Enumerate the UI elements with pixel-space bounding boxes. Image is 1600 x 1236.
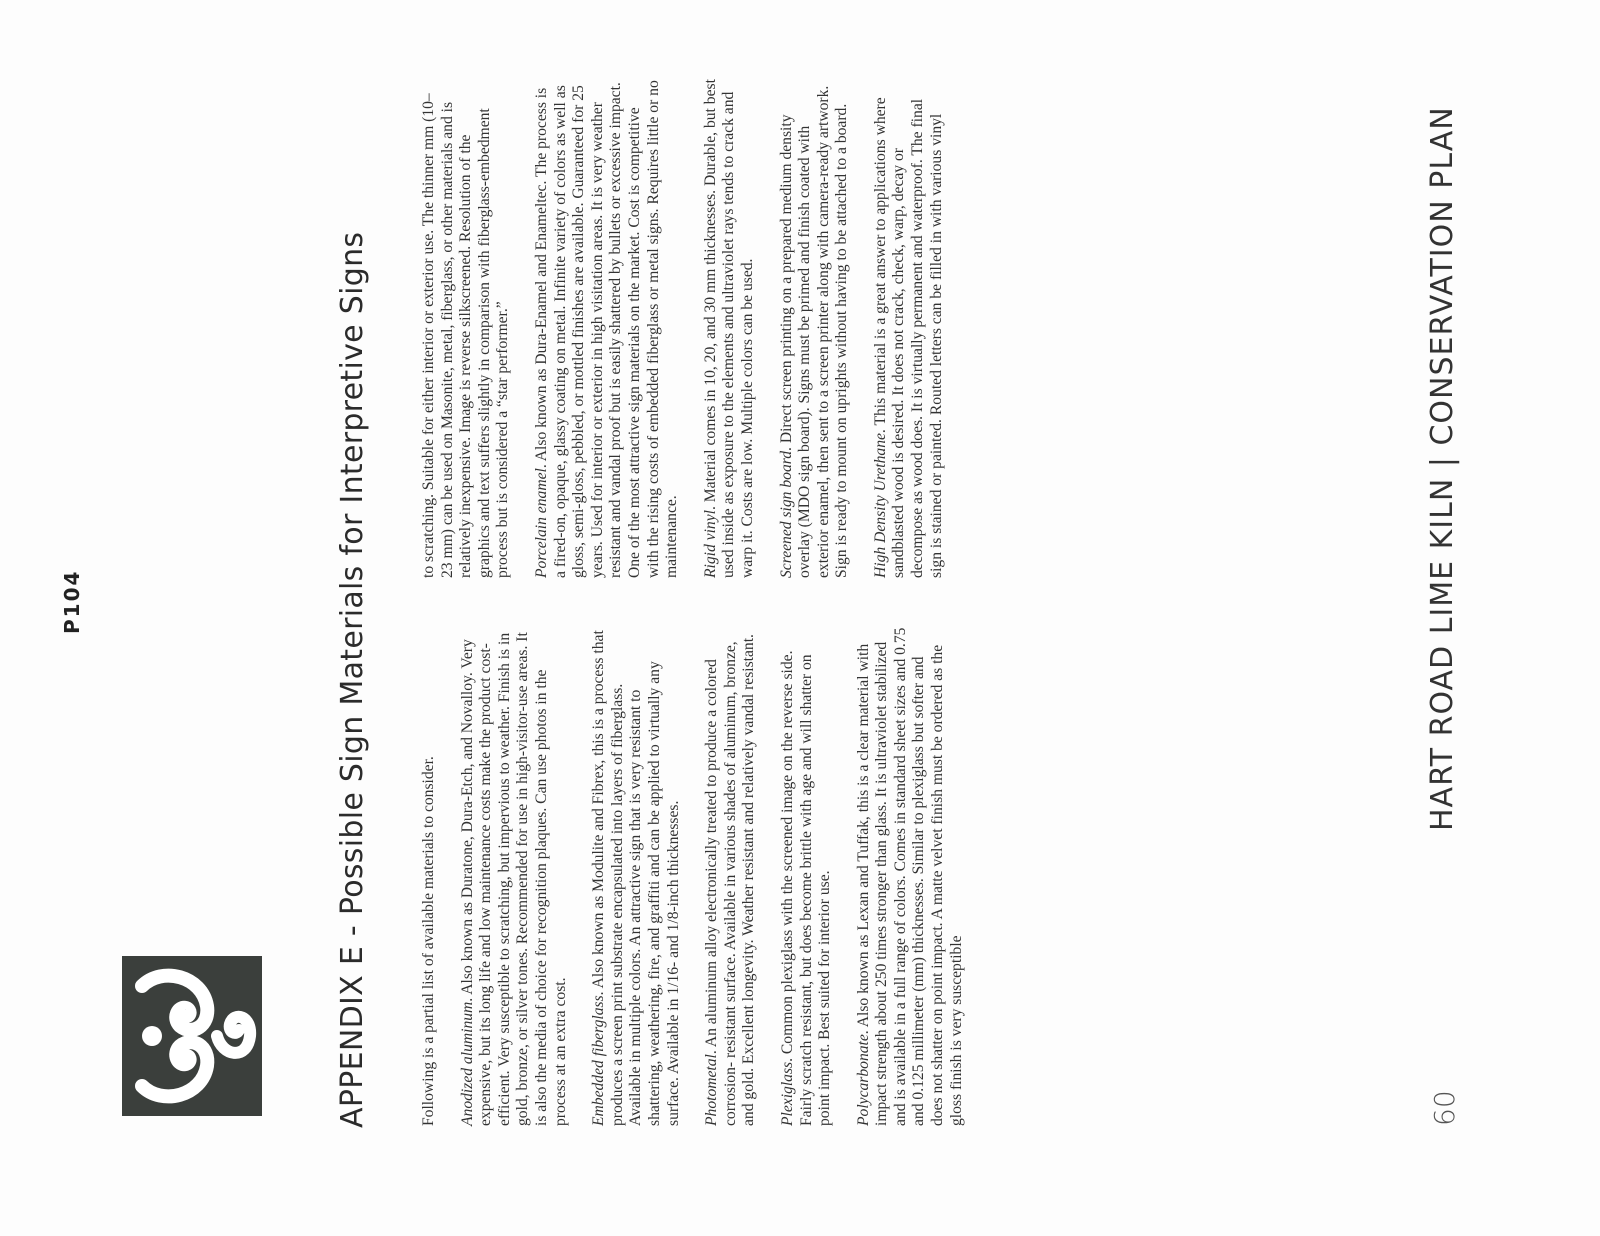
- material-name: Porcelain enamel: [532, 468, 550, 578]
- material-description: . This material is a great answer to applications where sandblasted wood is desired. It does not crack, check, warp, decay or decompose as wood does. It is virtually permanent and waterproof. The final sign is stained or painted. Routed letters can be filled in with various vinyl: [871, 97, 945, 578]
- material-name: Plexiglass: [778, 1061, 796, 1126]
- material-paragraph: [459, 626, 571, 1126]
- material-description: . Also known as Modulite and Fibrex, this is a process that produces a screen print substrate encapsulated into layers of fiberglass. Available in multiple colors. An attractive sign that is very resistant to shattering, weathering, fire, and graffiti and can be applied to virtually any surface. Available in 1/16- and 1/8-inch thicknesses.: [590, 630, 682, 1126]
- material-paragraph: [533, 78, 682, 578]
- material-description: . Common plexiglass with the screened image on the reverse side. Fairly scratch resistant, but does become brittle with age and will shatter on point impact. Best suited for interior use.: [778, 650, 834, 1126]
- right-column: [420, 78, 966, 578]
- footer-document-title: HART ROAD LIME KILN | CONSERVATION PLAN: [1425, 106, 1460, 831]
- material-name: Photometal: [703, 1054, 721, 1126]
- page-code: P104: [60, 569, 84, 634]
- page-title: APPENDIX E - Possible Sign Materials for Interpretive Signs: [335, 231, 370, 1128]
- material-name: Rigid vinyl: [701, 510, 719, 578]
- material-name: Anodized aluminum: [458, 1001, 476, 1126]
- material-paragraph: [590, 626, 683, 1126]
- material-description: . An aluminum alloy electronically treated to produce a colored corrosion- resistant surface. Available in various shades of aluminum, bronze, and gold. Excellent longevity. Weather resistant and relatively vandal resistant.: [703, 634, 758, 1126]
- material-description: . Also known as Dura-Enamel and Enameltec. The process is a fired-on, opaque, glassy coating on metal. Infinite variety of colors as well as gloss, semi-gloss, pebbled, or mottled finishes are available. Guaranteed for 25 years. Used for interior or exterior in high visitation areas. It is very weather resistant and vandal proof but is easily shattered by bullets or excessive impact. One of the most attractive sign materials on the market. Cost is competitive with the rising costs of embedded fiberglass or metal signs. Requires little or no maintenance.: [532, 80, 681, 578]
- material-name: High Density Urethane: [871, 433, 889, 578]
- material-paragraph: [872, 78, 946, 578]
- material-paragraph: [855, 626, 967, 1126]
- material-name: Embedded fiberglass: [590, 995, 608, 1126]
- material-name: Screened sign board: [777, 450, 795, 578]
- intro-paragraph: Following is a partial list of available materials to consider.: [420, 756, 437, 1126]
- material-paragraph: [778, 78, 852, 578]
- material-name: Polycarbonate: [854, 1034, 872, 1126]
- scroll-logo-icon: [122, 956, 262, 1116]
- material-description: . Also known as Lexan and Tuffak, this is a clear material with impact strength about 250 times stronger than glass. It is ultraviolet stabilized and is available in a full range of colors. Comes in standard sheet sizes and 0.75 and 0.125 millimeter (mm) thicknesses. Similar to plexiglass but softer and does not shatter on point impact. A matte velvet finish must be ordered as the gloss finish is very susceptible: [854, 627, 965, 1126]
- material-description: . Material comes in 10, 20, and 30 mm thicknesses. Durable, but best used inside as exposure to the elements and ultraviolet rays tends to crack and warp it. Costs are low. Multiple colors can be used.: [701, 79, 756, 578]
- left-column: [420, 626, 986, 1126]
- material-paragraph: [702, 78, 758, 578]
- material-description: . Direct screen printing on a prepared medium density overlay (MDO sign board). Signs must be primed and finish coated with exterior enamel, then sent to a screen printer along with camera-ready artwork. Sign is ready to mount on uprights without having to be attached to a board.: [777, 85, 851, 578]
- material-paragraph: [703, 626, 759, 1126]
- material-paragraph: [779, 626, 835, 1126]
- footer-page-number: 60: [1428, 1090, 1461, 1126]
- material-description: . Also known as Duratone, Dura-Etch, and Novalloy. Very expensive, but its long life and low maintenance costs make the product cost-efficient. Very susceptible to scratching, but impervious to weather. Finish is in gold, bronze, or silver tones. Recommended for use in high-visitor-use areas. It is also the media of choice for recognition plaques. Can use photos in the process at an extra cost.: [458, 632, 569, 1126]
- continuation-paragraph: to scratching. Suitable for either interior or exterior use. The thinner mm (10–23 mm) can be used on Masonite, metal, fiberglass, or other materials and is relatively inexpensive. Image is reverse silkscreened. Resolution of the graphics and text suffers slightly in comparison with fiberglass-embedment process but is considered a “star performer.”: [420, 93, 512, 578]
